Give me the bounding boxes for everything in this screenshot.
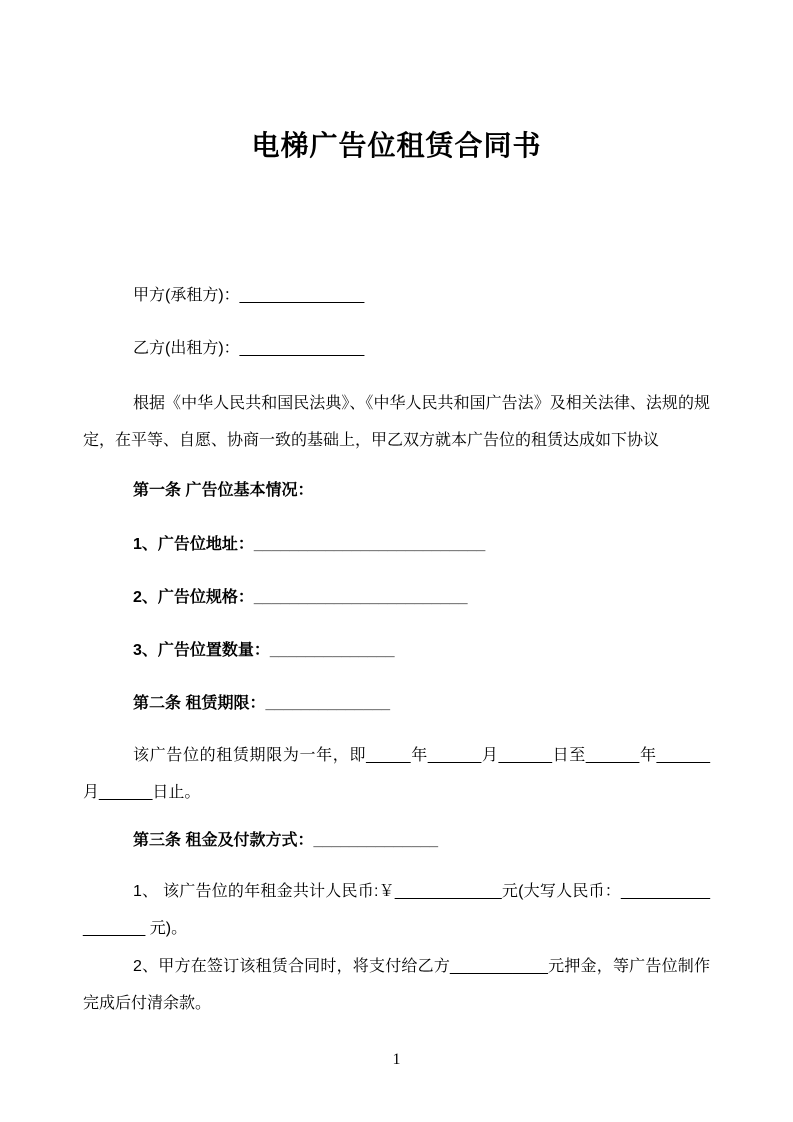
article1-item-address: 1、广告位地址：__________________________: [133, 536, 486, 553]
contract-title: 电梯广告位租赁合同书: [251, 130, 542, 161]
article2-heading: 第二条 租赁期限：______________: [133, 695, 391, 712]
article2-term-paragraph: 该广告位的租赁期限为一年，即_____年______月______日至______年______月______日止。: [83, 747, 710, 801]
article1-item-spec: 2、广告位规格：________________________: [133, 589, 468, 606]
party-a-line: 甲方(承租方)：______________: [133, 287, 365, 304]
article1-heading: 第一条 广告位基本情况：: [133, 482, 314, 499]
preamble-paragraph: 根据《中华人民共和国民法典》、《中华人民共和国广告法》及相关法律、法规的规定，在平等、自愿、协商一致的基础上，甲乙双方就本广告位的租赁达成如下协议: [83, 395, 710, 449]
article3-heading: 第三条 租金及付款方式：______________: [133, 832, 439, 849]
party-b-line: 乙方(出租方)：______________: [133, 340, 365, 357]
article3-item-deposit: 2、甲方在签订该租赁合同时，将支付给乙方___________元押金，等广告位制作完成后付清余款。: [83, 958, 710, 1012]
article3-item-rent: 1、 该广告位的年租金共计人民币:￥____________元(大写人民币：_________________ 元)。: [83, 883, 710, 937]
article1-item-quantity: 3、广告位置数量：______________: [133, 642, 395, 659]
page-number: 1: [392, 1051, 401, 1068]
